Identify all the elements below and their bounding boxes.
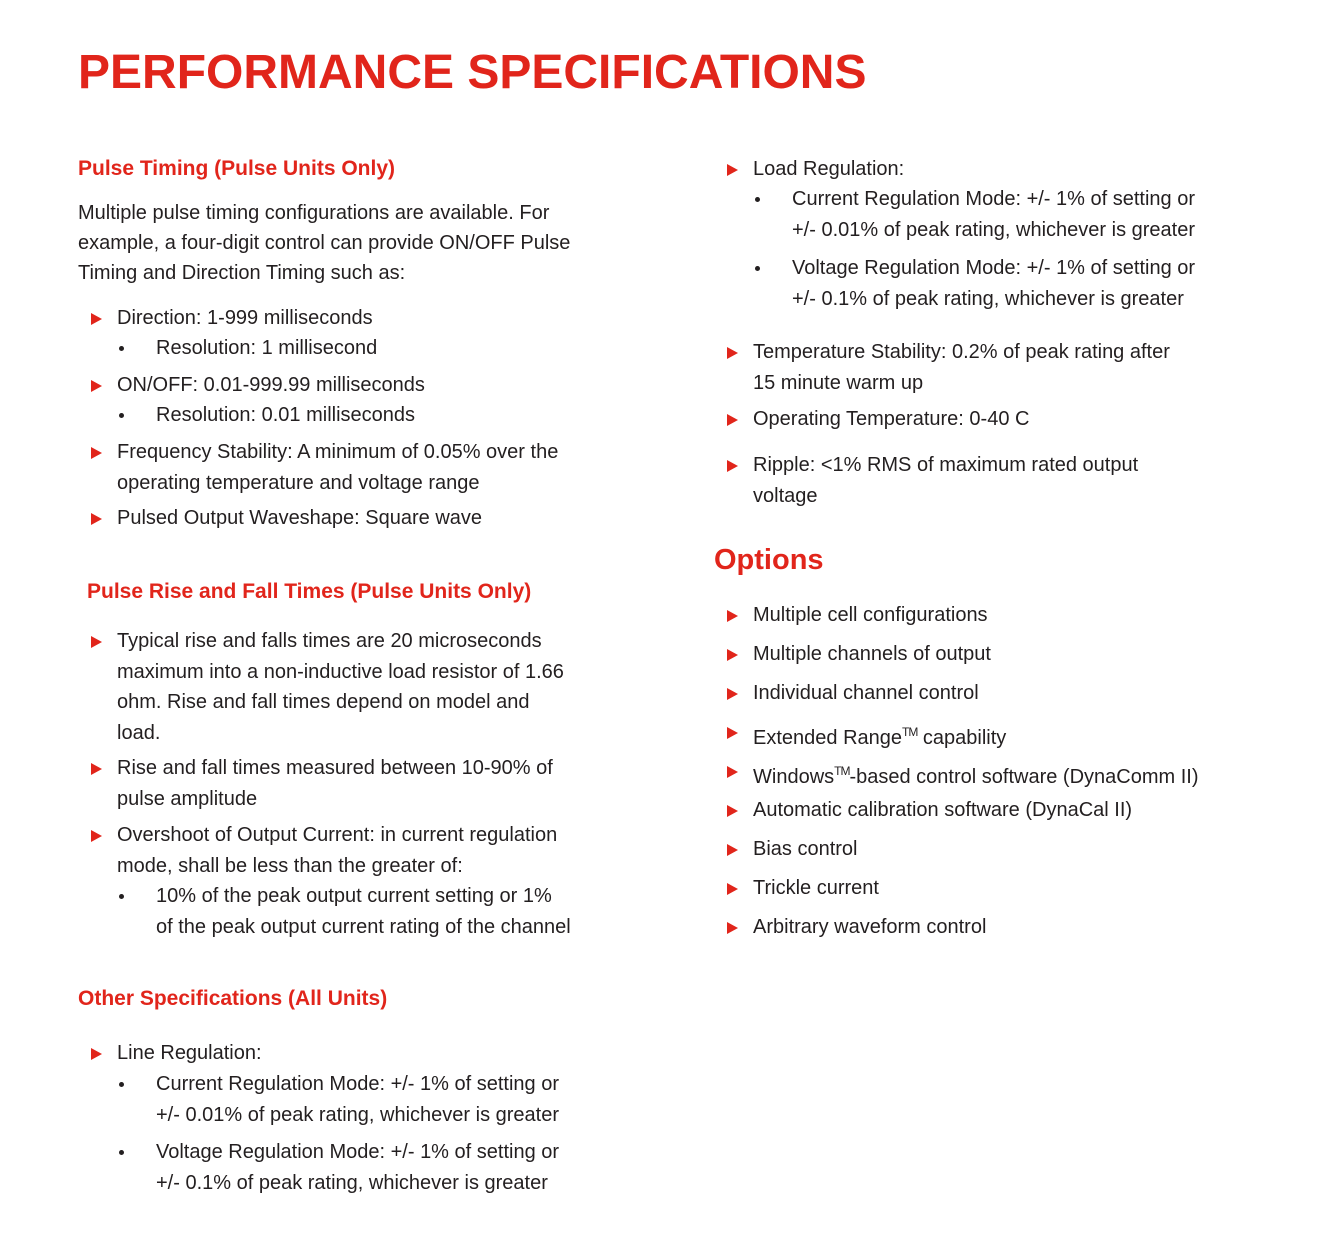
triangle-arrow-icon bbox=[91, 447, 102, 459]
bullet-item bbox=[792, 253, 1195, 314]
item-line: maximum into a non-inductive load resistor of 1.66 bbox=[117, 660, 564, 683]
item-line: +/- 0.01% of peak rating, whichever is greater bbox=[792, 218, 1195, 241]
trademark-mark: TM bbox=[902, 725, 918, 739]
triangle-arrow-icon bbox=[91, 763, 102, 775]
option-text: Extended Range bbox=[753, 727, 903, 749]
bullet-item bbox=[156, 1137, 559, 1198]
other-specs-heading: Other Specifications (All Units) bbox=[78, 987, 388, 1010]
spec-item bbox=[117, 370, 425, 401]
item-line: Load Regulation: bbox=[753, 158, 905, 180]
triangle-arrow-icon bbox=[727, 883, 738, 895]
triangle-arrow-icon bbox=[727, 649, 738, 661]
triangle-arrow-icon bbox=[727, 414, 738, 426]
item-line: of the peak output current rating of the channel bbox=[156, 915, 571, 938]
bullet-item bbox=[156, 400, 415, 431]
triangle-arrow-icon bbox=[91, 636, 102, 648]
triangle-arrow-icon bbox=[727, 164, 738, 176]
spec-item bbox=[753, 450, 1138, 511]
bullet-item bbox=[156, 881, 571, 942]
item-line: ON/OFF: 0.01-999.99 milliseconds bbox=[117, 374, 425, 396]
triangle-arrow-icon bbox=[91, 313, 102, 325]
item-line: Current Regulation Mode: +/- 1% of setting or bbox=[792, 188, 1195, 210]
item-line: operating temperature and voltage range bbox=[117, 471, 480, 494]
triangle-arrow-icon bbox=[727, 727, 738, 739]
intro-line: example, a four-digit control can provide ON/OFF Pulse bbox=[78, 232, 571, 254]
spec-item bbox=[117, 1038, 262, 1069]
option-text: Multiple channels of output bbox=[753, 643, 991, 665]
item-line: +/- 0.1% of peak rating, whichever is greater bbox=[156, 1171, 548, 1194]
item-line: ohm. Rise and fall times depend on model and bbox=[117, 691, 530, 713]
item-line: load. bbox=[117, 721, 161, 744]
pulse-timing-intro bbox=[78, 198, 570, 288]
item-line: Pulsed Output Waveshape: Square wave bbox=[117, 507, 483, 529]
rise-fall-heading: Pulse Rise and Fall Times (Pulse Units Only) bbox=[87, 580, 532, 603]
option-item bbox=[753, 717, 1006, 754]
option-text: Automatic calibration software (DynaCal II) bbox=[753, 799, 1133, 821]
option-item bbox=[753, 756, 1198, 793]
spec-item bbox=[117, 753, 553, 814]
item-line: mode, shall be less than the greater of: bbox=[117, 854, 463, 877]
triangle-arrow-icon bbox=[727, 610, 738, 622]
spec-item bbox=[753, 337, 1170, 398]
spec-item bbox=[117, 437, 558, 498]
option-text-suffix: capability bbox=[917, 727, 1007, 749]
option-text: Individual channel control bbox=[753, 682, 979, 704]
bullet-icon bbox=[119, 413, 124, 418]
triangle-arrow-icon bbox=[727, 460, 738, 472]
trademark-mark: TM bbox=[834, 764, 850, 778]
item-line: Overshoot of Output Current: in current regulation bbox=[117, 824, 558, 846]
bullet-item bbox=[156, 333, 377, 364]
item-line: Typical rise and falls times are 20 microseconds bbox=[117, 630, 542, 652]
item-line: Voltage Regulation Mode: +/- 1% of setting or bbox=[792, 257, 1196, 279]
spec-item bbox=[117, 503, 482, 534]
item-line: Current Regulation Mode: +/- 1% of setting or bbox=[156, 1073, 559, 1095]
item-line: Direction: 1-999 milliseconds bbox=[117, 307, 373, 329]
intro-line: Multiple pulse timing configurations are available. For bbox=[78, 202, 550, 224]
bullet-icon bbox=[119, 1082, 124, 1087]
intro-line: Timing and Direction Timing such as: bbox=[78, 262, 406, 284]
item-line: +/- 0.01% of peak rating, whichever is greater bbox=[156, 1103, 559, 1126]
spec-item bbox=[117, 626, 564, 748]
item-line: Resolution: 0.01 milliseconds bbox=[156, 404, 416, 426]
option-text-suffix: -based control software (DynaComm II) bbox=[849, 766, 1199, 788]
option-text: Arbitrary waveform control bbox=[753, 916, 987, 938]
triangle-arrow-icon bbox=[91, 830, 102, 842]
spec-item bbox=[753, 154, 904, 185]
pulse-timing-heading: Pulse Timing (Pulse Units Only) bbox=[78, 157, 395, 180]
item-line: 15 minute warm up bbox=[753, 371, 924, 394]
bullet-icon bbox=[755, 197, 760, 202]
option-text: Multiple cell configurations bbox=[753, 604, 988, 626]
item-line: Resolution: 1 millisecond bbox=[156, 337, 378, 359]
bullet-item bbox=[156, 1069, 559, 1130]
option-item bbox=[753, 873, 879, 904]
options-heading: Options bbox=[714, 544, 824, 576]
item-line: Frequency Stability: A minimum of 0.05% over the bbox=[117, 441, 559, 463]
item-line: Line Regulation: bbox=[117, 1042, 262, 1064]
triangle-arrow-icon bbox=[727, 688, 738, 700]
item-line: Voltage Regulation Mode: +/- 1% of setting or bbox=[156, 1141, 560, 1163]
page-title: PERFORMANCE SPECIFICATIONS bbox=[78, 46, 867, 99]
bullet-icon bbox=[119, 894, 124, 899]
triangle-arrow-icon bbox=[727, 766, 738, 778]
option-item bbox=[753, 834, 858, 865]
spec-item bbox=[753, 404, 1029, 435]
triangle-arrow-icon bbox=[727, 844, 738, 856]
triangle-arrow-icon bbox=[91, 1048, 102, 1060]
triangle-arrow-icon bbox=[91, 513, 102, 525]
option-text: Bias control bbox=[753, 838, 858, 860]
spec-item bbox=[117, 820, 557, 881]
option-item bbox=[753, 639, 991, 670]
triangle-arrow-icon bbox=[727, 805, 738, 817]
bullet-item bbox=[792, 184, 1195, 245]
option-text: Windows bbox=[753, 766, 835, 788]
item-line: Temperature Stability: 0.2% of peak rating after bbox=[753, 341, 1170, 363]
bullet-icon bbox=[119, 346, 124, 351]
item-line: 10% of the peak output current setting or 1% bbox=[156, 885, 552, 907]
option-item bbox=[753, 600, 988, 631]
option-text: Trickle current bbox=[753, 877, 879, 899]
triangle-arrow-icon bbox=[727, 347, 738, 359]
option-item bbox=[753, 912, 986, 943]
item-line: +/- 0.1% of peak rating, whichever is greater bbox=[792, 287, 1184, 310]
bullet-icon bbox=[755, 266, 760, 271]
bullet-icon bbox=[119, 1150, 124, 1155]
triangle-arrow-icon bbox=[91, 380, 102, 392]
item-line: pulse amplitude bbox=[117, 787, 258, 810]
option-item bbox=[753, 795, 1132, 826]
item-line: Ripple: <1% RMS of maximum rated output bbox=[753, 454, 1139, 476]
option-item bbox=[753, 678, 979, 709]
triangle-arrow-icon bbox=[727, 922, 738, 934]
spec-item bbox=[117, 303, 373, 334]
item-line: voltage bbox=[753, 484, 818, 507]
item-line: Operating Temperature: 0-40 C bbox=[753, 408, 1030, 430]
item-line: Rise and fall times measured between 10-90% of bbox=[117, 757, 553, 779]
